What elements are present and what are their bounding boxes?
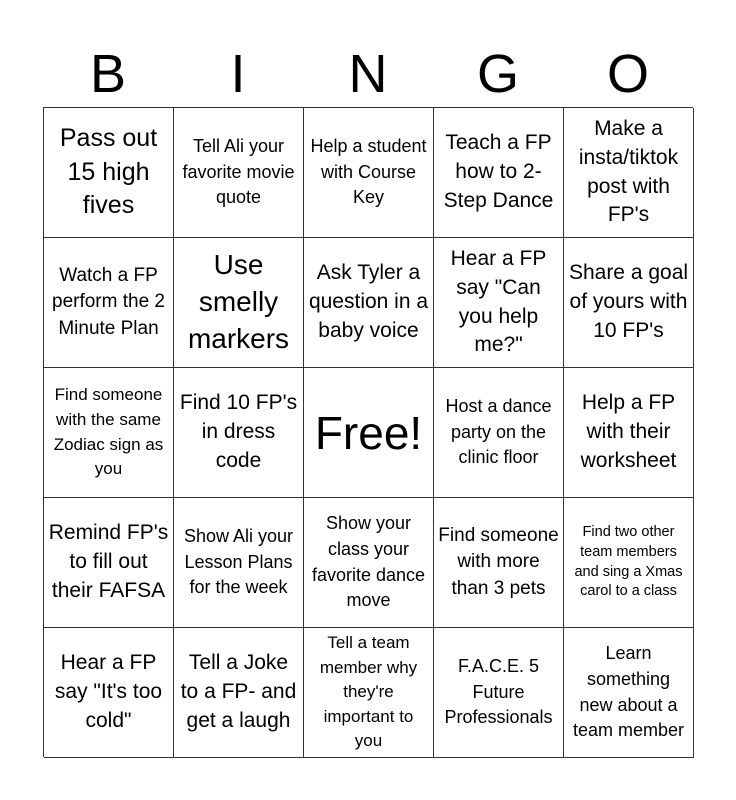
bingo-cell: Pass out 15 high fives (44, 108, 174, 238)
bingo-cell: Tell a team member why they're important to you (304, 628, 434, 758)
free-space: Free! (304, 368, 434, 498)
bingo-cell: Help a FP with their worksheet (564, 368, 694, 498)
bingo-cell: Show Ali your Lesson Plans for the week (174, 498, 304, 628)
bingo-cell: Host a dance party on the clinic floor (434, 368, 564, 498)
bingo-cell: Teach a FP how to 2-Step Dance (434, 108, 564, 238)
bingo-cell: Use smelly markers (174, 238, 304, 368)
bingo-cell: Find someone with the same Zodiac sign as you (44, 368, 174, 498)
bingo-cell: Show your class your favorite dance move (304, 498, 434, 628)
bingo-cell: Help a student with Course Key (304, 108, 434, 238)
bingo-cell: Find 10 FP's in dress code (174, 368, 304, 498)
header-letter-b: B (89, 44, 127, 104)
bingo-cell: F.A.C.E. 5 Future Professionals (434, 628, 564, 758)
bingo-cell: Hear a FP say "It's too cold" (44, 628, 174, 758)
bingo-cell: Find two other team members and sing a Xmas carol to a class (564, 498, 694, 628)
bingo-cell: Share a goal of yours with 10 FP's (564, 238, 694, 368)
bingo-cell: Watch a FP perform the 2 Minute Plan (44, 238, 174, 368)
bingo-cell: Make a insta/tiktok post with FP's (564, 108, 694, 238)
bingo-header (43, 40, 693, 108)
header-letter-o: O (606, 44, 649, 104)
header-letter-g: G (476, 44, 519, 104)
bingo-cell: Learn something new about a team member (564, 628, 694, 758)
bingo-cell: Hear a FP say "Can you help me?" (434, 238, 564, 368)
header-letter-i: I (230, 44, 246, 104)
bingo-cell: Tell Ali your favorite movie quote (174, 108, 304, 238)
bingo-cell: Find someone with more than 3 pets (434, 498, 564, 628)
bingo-cell: Remind FP's to fill out their FAFSA (44, 498, 174, 628)
header-letter-n: N (348, 44, 388, 104)
bingo-cell: Ask Tyler a question in a baby voice (304, 238, 434, 368)
bingo-cell: Tell a Joke to a FP- and get a laugh (174, 628, 304, 758)
bingo-grid (43, 107, 693, 757)
